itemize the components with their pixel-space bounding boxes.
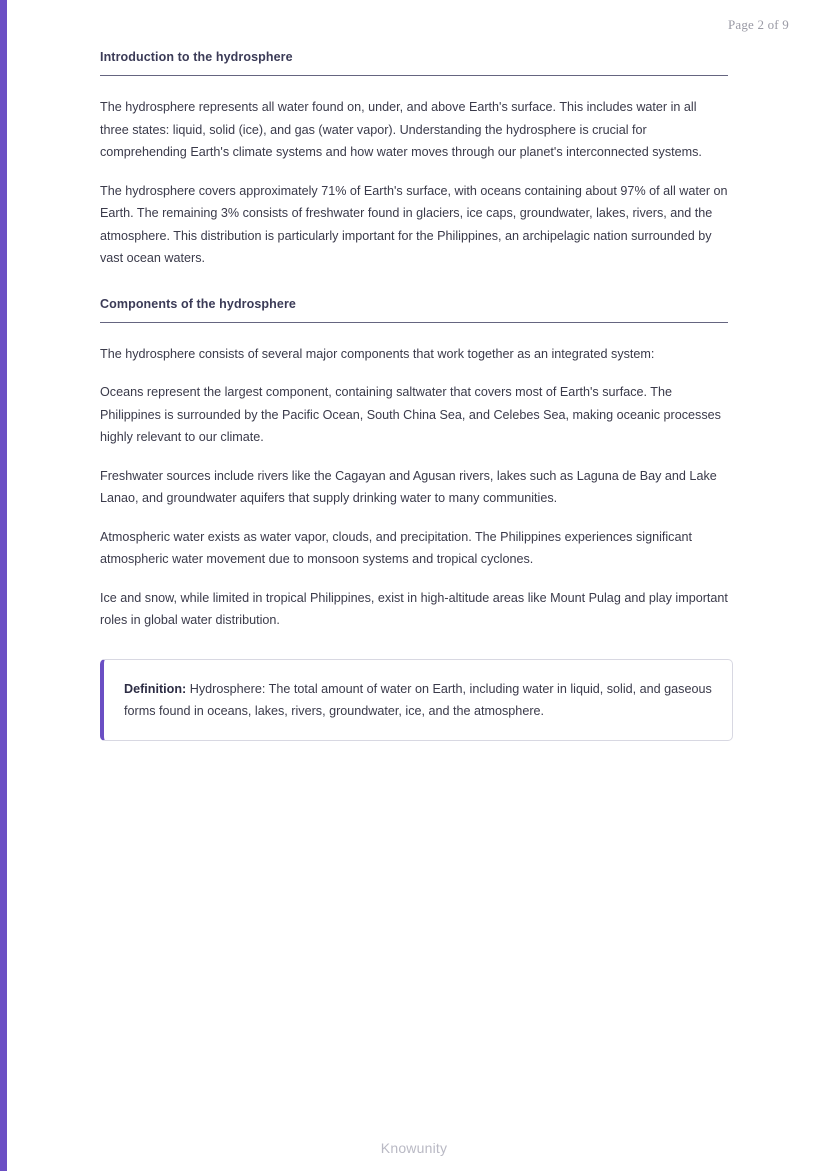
spacer xyxy=(100,286,728,297)
section-divider xyxy=(100,75,728,76)
paragraph: Oceans represent the largest component, containing saltwater that covers most of Earth's surface. The Philippines is surrounded by the Pacific Ocean, South China Sea, and Celebes Sea, making oceanic processes highly relevant to our climate. xyxy=(100,385,721,444)
document-content xyxy=(100,50,728,741)
definition-body: Hydrosphere: The total amount of water on Earth, including water in liquid, solid, and gaseous forms found in oceans, lakes, rivers, groundwater, ice, and the atmosphere. xyxy=(124,681,712,718)
paragraph: The hydrosphere consists of several major components that work together as an integrated system: xyxy=(100,346,655,361)
section-divider xyxy=(100,322,728,323)
definition-callout xyxy=(100,659,733,741)
paragraph: Freshwater sources include rivers like the Cagayan and Agusan rivers, lakes such as Laguna de Bay and Lake Lanao, and groundwater aquifers that supply drinking water to many communities. xyxy=(100,468,717,505)
page-accent-bar xyxy=(0,0,7,1171)
paragraph: The hydrosphere represents all water found on, under, and above Earth's surface. This includes water in all three states: liquid, solid (ice), and gas (water vapor). Understanding the hydrosphere is crucial for comprehending Earth's climate systems and how water moves through our planet's interconnected systems. xyxy=(100,100,702,159)
section-title-components: Components of the hydrosphere xyxy=(100,296,296,311)
section-title-introduction: Introduction to the hydrosphere xyxy=(100,50,293,64)
paragraph: Ice and snow, while limited in tropical Philippines, exist in high-altitude areas like Mount Pulag and play important roles in global water distribution. xyxy=(100,590,728,627)
paragraph: The hydrosphere covers approximately 71% of Earth's surface, with oceans containing about 97% of all water on Earth. The remaining 3% consists of freshwater found in glaciers, ice caps, groundwater, lakes, rivers, and the atmosphere. This distribution is particularly important for the Philippines, an archipelagic nation surrounded by vast ocean waters. xyxy=(100,183,728,265)
footer-brand: Knowunity xyxy=(380,1140,448,1156)
definition-text xyxy=(124,678,712,723)
page-number: Page 2 of 9 xyxy=(727,17,789,32)
definition-label: Definition: xyxy=(124,681,187,696)
paragraph: Atmospheric water exists as water vapor, clouds, and precipitation. The Philippines experiences significant atmospheric water movement due to monsoon systems and tropical cyclones. xyxy=(100,529,692,566)
